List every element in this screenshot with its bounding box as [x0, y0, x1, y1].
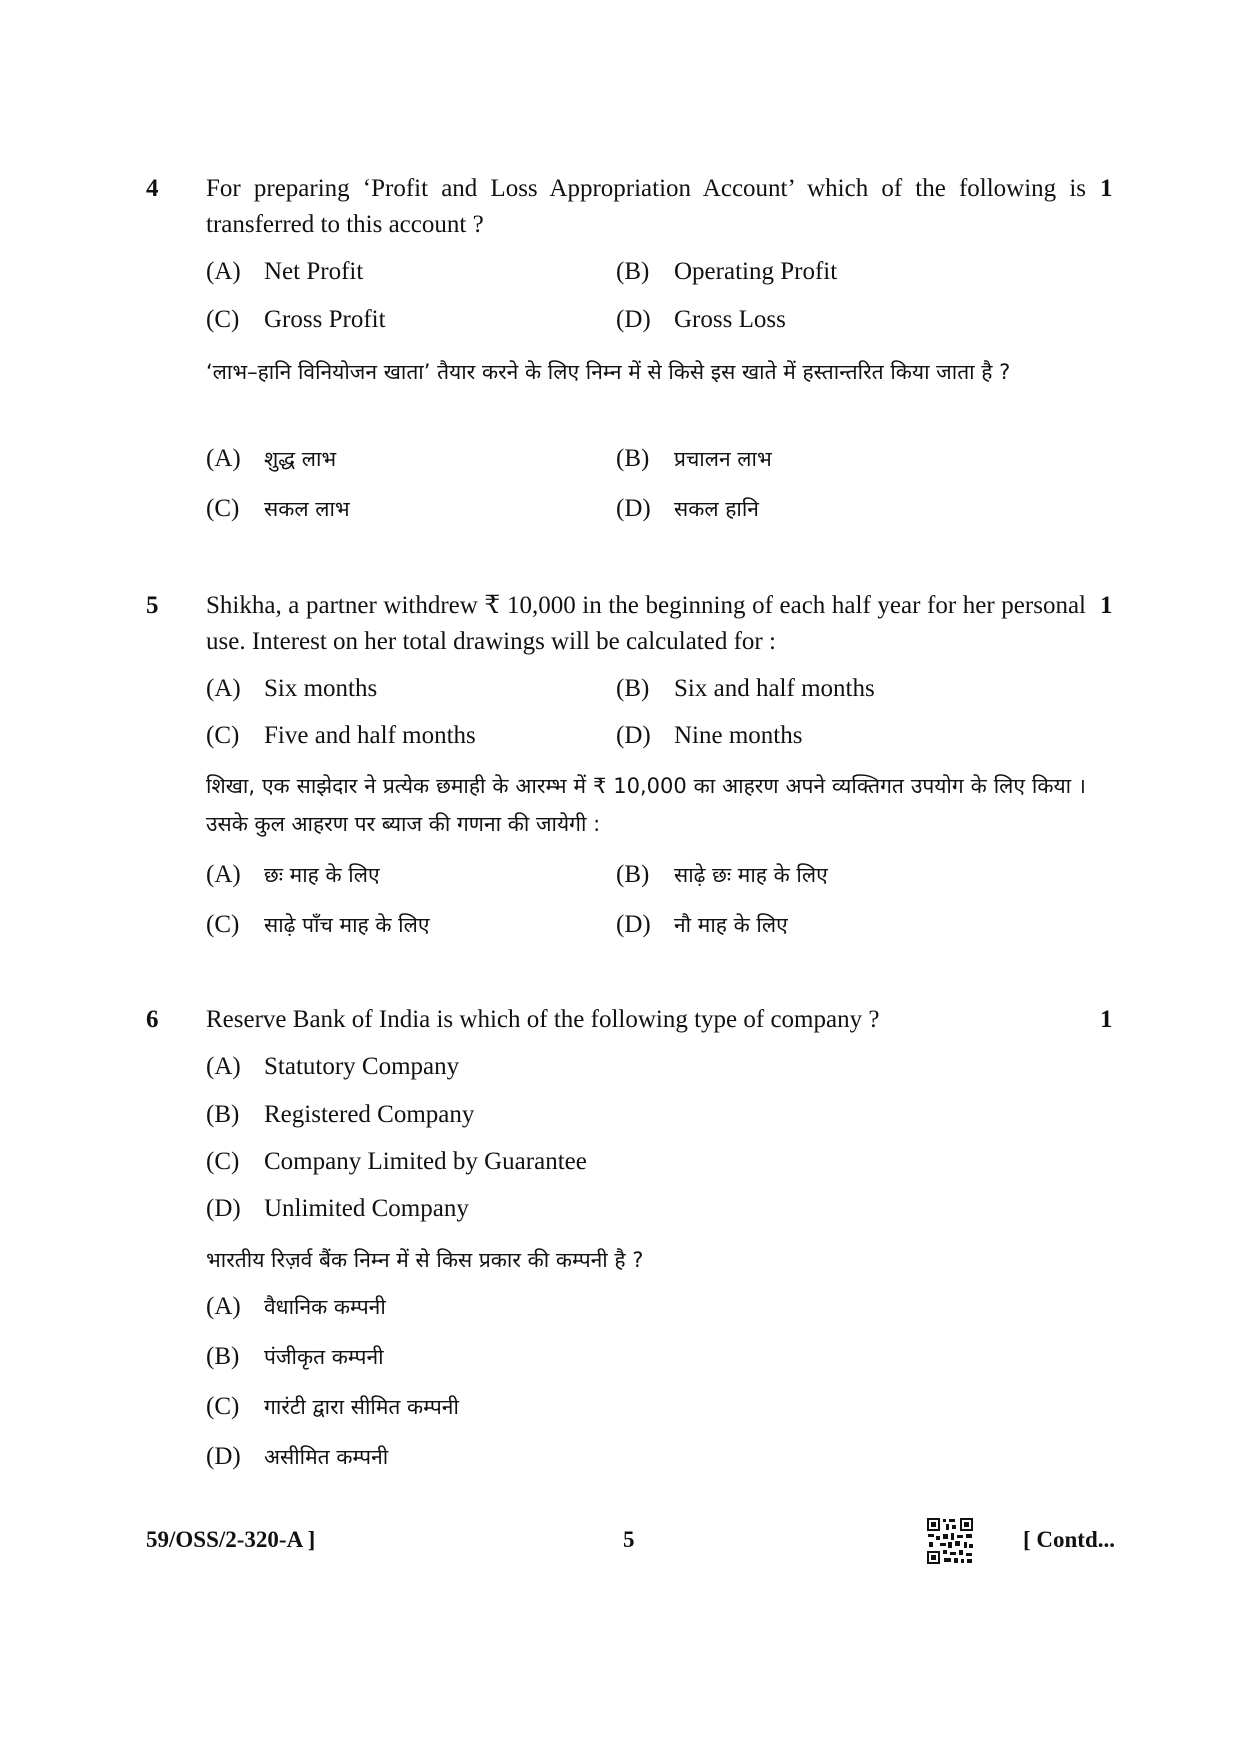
- question-text-hi: ‘लाभ–हानि विनियोजन खाता’ तैयार करने के लिए निम्न में से किसे इस खाते में हस्तान्तरित किया जाता है ?: [206, 360, 1011, 384]
- option-d-hi: (D) असीमित कम्पनी: [206, 1443, 389, 1470]
- option-a-en: (A) Statutory Company: [206, 1053, 460, 1080]
- option-b-en: (B) Registered Company: [206, 1101, 475, 1128]
- question-marks: 1: [1100, 592, 1113, 619]
- question-text-hi: भारतीय रिज़र्व बैंक निम्न में से किस प्रकार की कम्पनी है ?: [206, 1248, 644, 1272]
- page-number: 5: [623, 1527, 635, 1552]
- option-a-hi: (A) छः माह के लिए: [206, 861, 380, 888]
- option-b-hi: (B) प्रचालन लाभ: [616, 445, 772, 472]
- question-marks: 1: [1100, 1006, 1113, 1033]
- option-b-hi: (B) साढ़े छः माह के लिए: [616, 861, 828, 888]
- paper-code: 59/OSS/2-320-A ]: [146, 1527, 316, 1552]
- qr-code-icon: [926, 1517, 974, 1565]
- option-d-en: (D) Nine months: [616, 722, 803, 749]
- option-a-hi: (A) शुद्ध लाभ: [206, 445, 337, 472]
- option-d-hi: (D) नौ माह के लिए: [616, 911, 788, 938]
- option-c-en: (C) Gross Profit: [206, 306, 386, 333]
- option-c-hi: (C) साढ़े पाँच माह के लिए: [206, 911, 430, 938]
- option-d-en: (D) Unlimited Company: [206, 1195, 469, 1222]
- option-c-en: (C) Company Limited by Guarantee: [206, 1148, 587, 1175]
- question-text-en: Reserve Bank of India is which of the following type of company ?: [206, 1006, 880, 1033]
- question-text-en: For preparing ‘Profit and Loss Appropriation Account’ which of the following is transferred to this account ?: [206, 175, 1086, 238]
- option-c-hi: (C) गारंटी द्वारा सीमित कम्पनी: [206, 1393, 459, 1420]
- question-text-hi: शिखा, एक साझेदार ने प्रत्येक छमाही के आरम्भ में ₹ 10,000 का आहरण अपने व्यक्तिगत उपयोग के लिए किया । उसके कुल आहरण पर ब्याज की गणना की जायेगी :: [206, 774, 1086, 836]
- question-number: 4: [146, 175, 159, 202]
- option-a-hi: (A) वैधानिक कम्पनी: [206, 1293, 386, 1320]
- continued-label: [ Contd...: [1023, 1527, 1116, 1552]
- option-d-hi: (D) सकल हानि: [616, 495, 759, 522]
- option-a-en: (A) Net Profit: [206, 258, 364, 285]
- option-d-en: (D) Gross Loss: [616, 306, 786, 333]
- option-b-en: (B) Six and half months: [616, 675, 875, 702]
- option-b-en: (B) Operating Profit: [616, 258, 838, 285]
- option-a-en: (A) Six months: [206, 675, 378, 702]
- question-number: 6: [146, 1006, 159, 1033]
- option-b-hi: (B) पंजीकृत कम्पनी: [206, 1343, 384, 1370]
- question-number: 5: [146, 592, 159, 619]
- question-marks: 1: [1100, 175, 1113, 202]
- question-text-en: Shikha, a partner withdrew ₹ 10,000 in the beginning of each half year for her personal use. Interest on her total drawings will be calculated for :: [206, 592, 1086, 655]
- option-c-hi: (C) सकल लाभ: [206, 495, 350, 522]
- option-c-en: (C) Five and half months: [206, 722, 476, 749]
